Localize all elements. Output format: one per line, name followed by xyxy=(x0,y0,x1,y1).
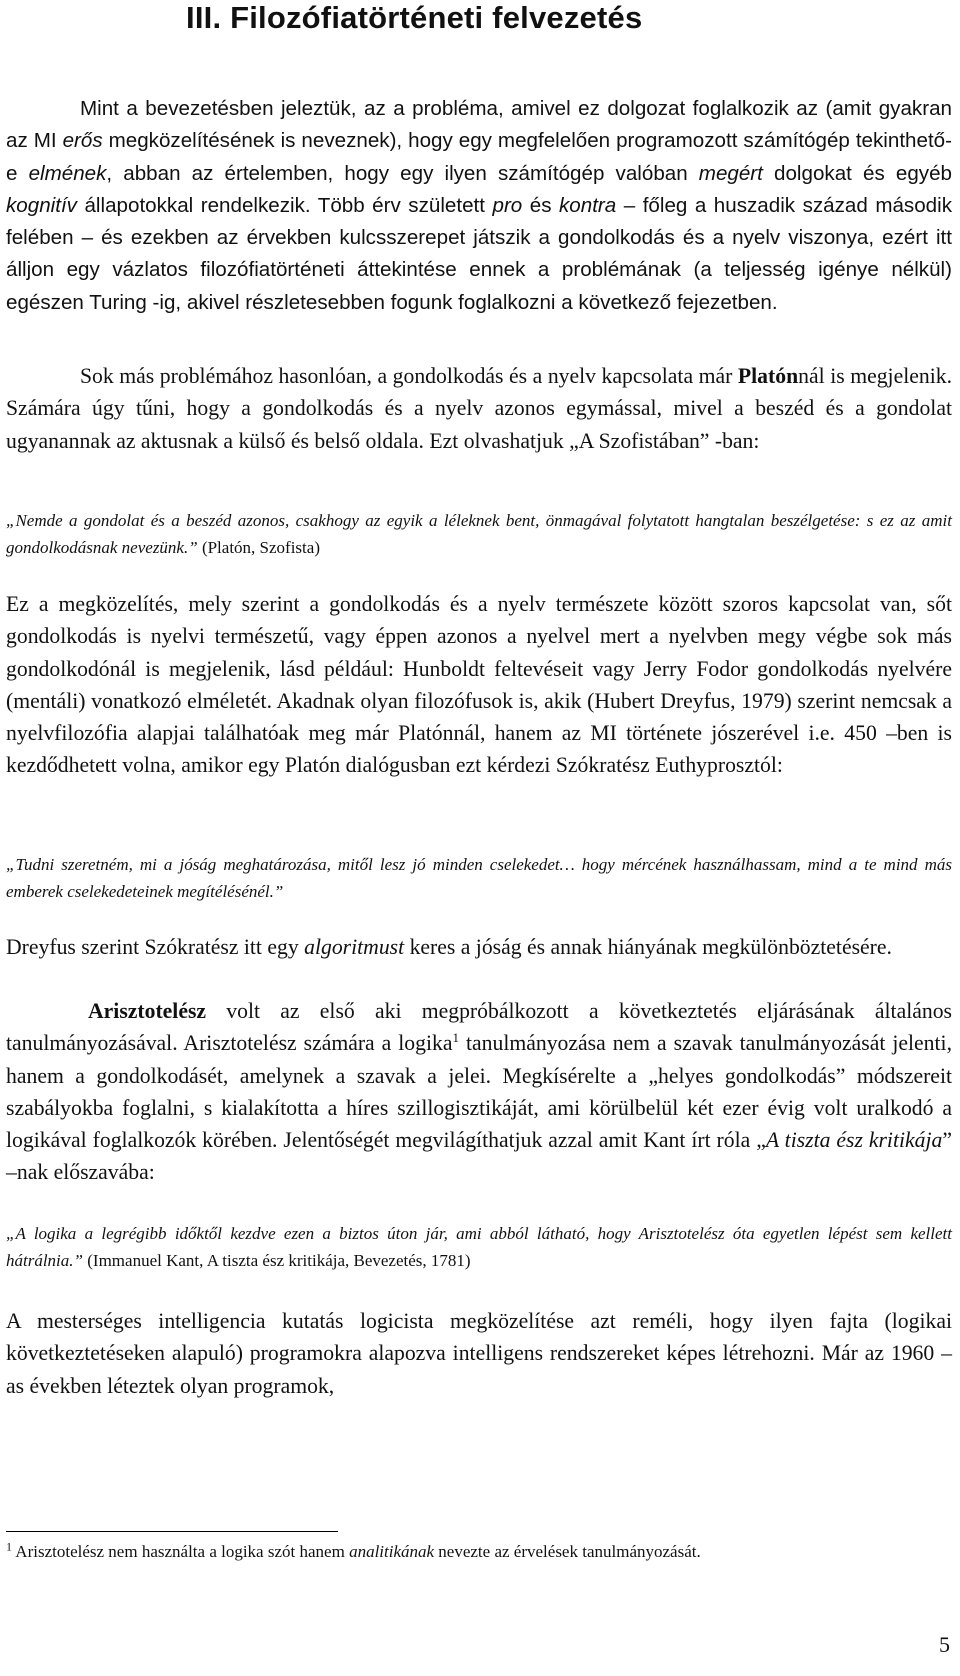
quote-socrates xyxy=(6,851,952,905)
q3-run-1: (Immanuel Kant, A tiszta ész kritikája, Bevezetés, 1781) xyxy=(83,1251,471,1270)
p5-run-3: tanulmányozása nem a szavak tanulmányozását jelenti, hanem a gondolkodásét, amelynek a szavak a jelei. Megkísérelte a „helyes gondolkodás” módszereit szabályokba foglalni, s kialakította a híres szillogisztikáját, ami körülbelül két ezer évig volt uralkodó a logikával foglalkozók körében. Jelentőségét megvilágíthatjuk azzal amit Kant írt róla „ xyxy=(6,1031,952,1153)
quote-kant xyxy=(6,1220,952,1274)
footnote-run-0: 1 xyxy=(6,1539,12,1554)
footnote xyxy=(6,1539,952,1565)
p3-run-0: Ez a megközelítés, mely szerint a gondolkodás és a nyelv természete között szoros kapcsolat van, sőt gondolkodás is nyelvi természetű, vagy éppen azonos a nyelvel mert a nyelvben megy végbe sok más gondolkodónál is megjelenik, lásd például: Hunboldt feltevéseit vagy Jerry Fodor gondolkodás nyelvére (mentáli) vonatkozó elméletét. Akadnak olyan filozófusok is, akik (Hubert Dreyfus, 1979) szerint nemcsak a nyelvfilozófia alapjai találhatóak meg már Platónnál, hanem az MI története jószerével i.e. 450 –ben is kezdődhetett volna, amikor egy Platón dialógusban ezt kérdezi Szókratész Euthyprosztól: xyxy=(6,592,952,778)
p1-run-11: kontra xyxy=(559,193,617,217)
p4-run-2: keres a jóság és annak hiányának megkülönböztetésére. xyxy=(404,935,892,959)
p1-run-5: megért xyxy=(698,161,763,185)
paragraph-approach xyxy=(6,588,952,782)
p2-run-1: Platón xyxy=(737,364,799,388)
paragraph-aristotle xyxy=(6,995,952,1189)
p1-run-10: és xyxy=(522,193,559,217)
p1-run-4: , abban az értelemben, hogy egy ilyen számítógép valóban xyxy=(106,161,699,185)
paragraph-ai-logicist xyxy=(6,1305,952,1402)
p1-run-8: állapotokkal rendelkezik. Több érv született xyxy=(76,193,493,217)
p2-run-2: nál is megjelenik. Számára úgy tűni, hogy a gondolkodás és a nyelv azonos egymással, mivel a beszéd és a gondolat ugyanannak az aktusnak a külső és belső oldala. Ezt olvashatjuk „A Szofistában” -ban: xyxy=(6,364,952,453)
p1-run-3: elmének xyxy=(28,161,107,185)
q1-run-0: „Nemde a gondolat és a beszéd azonos, csakhogy az egyik a léleknek bent, önmagával folytatott hangtalan beszélgetése: s ez az amit gondolkodásnak nevezünk.” xyxy=(6,511,952,557)
q2-run-0: „Tudni szeretném, mi a jóság meghatározása, mitől lesz jó minden cselekedet… hogy mércének használhassam, mind a te mind más emberek cselekedeteinek megítélésénél.” xyxy=(6,855,952,901)
p4-run-0: Dreyfus szerint Szókratész itt egy xyxy=(6,935,305,959)
paragraph-dreyfus xyxy=(6,931,952,963)
q1-run-1: (Platón, Szofista) xyxy=(197,538,320,557)
quote-plato-sophist xyxy=(6,507,952,561)
page-number: 5 xyxy=(939,1632,950,1657)
p2-run-0: Sok más problémához hasonlóan, a gondolkodás és a nyelv kapcsolata már xyxy=(80,364,738,388)
p1-run-7: kognitív xyxy=(6,193,77,217)
footnote-run-3: nevezte az érvelések tanulmányozását. xyxy=(434,1542,701,1561)
p6-run-0: A mesterséges intelligencia kutatás logicista megközelítése azt reméli, hogy ilyen fajta (logikai következtetéseken alapuló) programokra alapozva intelligens rendszereket képes létrehozni. Már az 1960 –as években léteztek olyan programok, xyxy=(6,1309,952,1398)
p1-run-2: megközelítésének is neveznek), hogy egy megfelelően programozott számítógép tekinthető-e xyxy=(6,129,952,185)
q3-run-0: „A logika a legrégibb időktől kezdve ezen a biztos úton jár, ami abból látható, hogy Arisztotelész óta egyetlen lépést sem kellett hátrálnia.” xyxy=(6,1224,952,1270)
footnote-run-2: analitikának xyxy=(349,1542,435,1561)
p1-run-9: pro xyxy=(492,193,523,217)
p5-run-0: Arisztotelész xyxy=(88,999,207,1023)
p1-run-0: Mint a bevezetésben jeleztük, az a probléma, amivel ez dolgozat foglalkozik az (amit gyakran az MI xyxy=(6,97,952,153)
p5-run-4: A tiszta ész kritikája xyxy=(765,1128,943,1153)
p4-run-1: algoritmust xyxy=(304,935,405,959)
p1-run-6: dolgokat és egyéb xyxy=(762,161,952,185)
footnote-run-1: Arisztotelész nem használta a logika szót hanem xyxy=(12,1542,350,1561)
paragraph-plato xyxy=(6,360,952,457)
p1-run-1: erős xyxy=(62,129,103,153)
footnote-separator xyxy=(6,1531,338,1532)
page-title: III. Filozófiatörténeti felvezetés xyxy=(186,0,643,35)
p1-run-12: – főleg a huszadik század második felében – és ezekben az érvekben kulcsszerepet játszik a gondolkodás és a nyelv viszonya, ezért itt álljon egy vázlatos filozófiatörténeti áttekintése ennek a problémának (a teljesség igénye nélkül) egészen Turing -ig, akivel részletesebben fogunk foglalkozni a következő fejezetben. xyxy=(6,193,952,314)
p5-run-1: volt az első aki megpróbálkozott a következtetés eljárásának általános tanulmányozásával. Arisztotelész számára a logika xyxy=(6,999,952,1056)
p5-run-2: 1 xyxy=(452,1030,459,1046)
paragraph-intro xyxy=(6,93,952,319)
p5-run-5: ” –nak előszavába: xyxy=(6,1128,952,1185)
